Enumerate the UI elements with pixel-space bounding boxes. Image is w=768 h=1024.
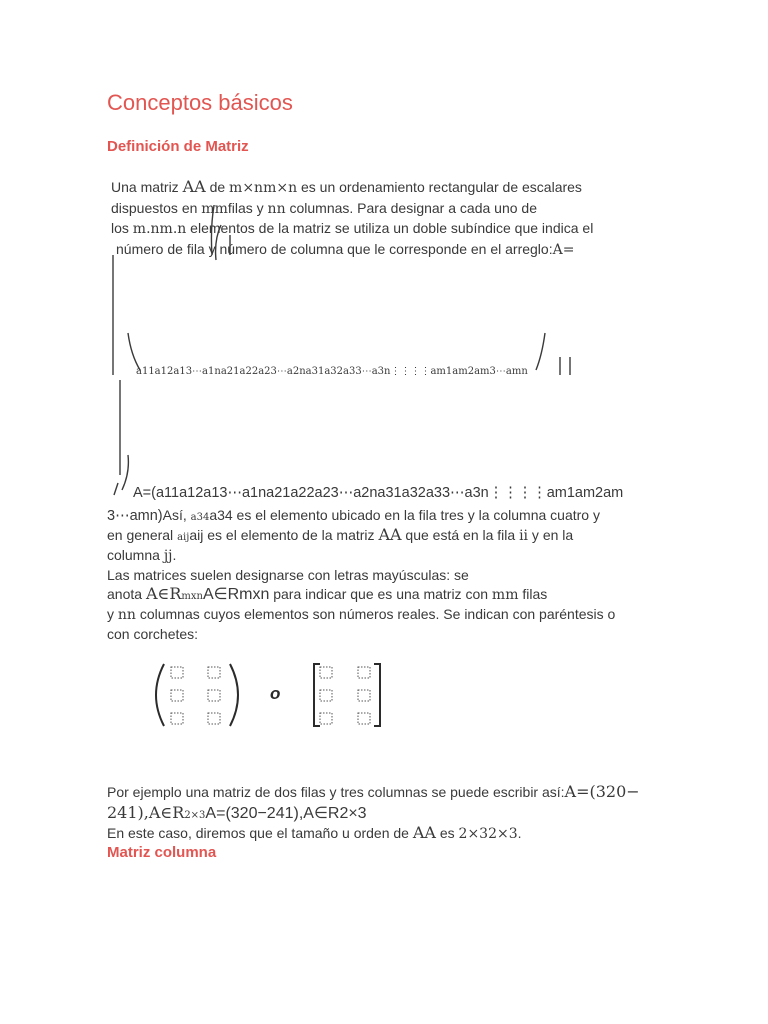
- page-title: Conceptos básicos: [107, 90, 293, 115]
- matrix-expansion-large-line1: A=(a11a12a13⋯a1na21a22a23⋯a2na31a32a33⋯a3n⋮⋮⋮⋮am1am2am: [133, 485, 624, 501]
- para3-line3: y nn columnas cuyos elementos son números reales. Se indican con paréntesis o: [107, 606, 616, 623]
- para3-line2: anota A∈RmxnA∈Rmxn para indicar que es una matriz con mm filas: [107, 584, 548, 603]
- para1-line4: número de fila y número de columna que le corresponde en el arreglo:A=: [116, 241, 575, 258]
- section-heading-definicion: Definición de Matriz: [107, 138, 249, 155]
- para2-line2: en general aijaij es el elemento de la matriz AA que está en la fila ii y en la: [107, 525, 574, 544]
- para1-line1: Una matriz AA de m×nm×n es un ordenamiento rectangular de escalares: [111, 177, 582, 196]
- parenthesis-matrix-placeholders: [171, 667, 220, 724]
- para3-line4: con corchetes:: [107, 626, 199, 642]
- para1-line2: dispuestos en mmfilas y nn columnas. Para designar a cada uno de: [111, 200, 537, 217]
- para4-line3: En este caso, diremos que el tamaño u orden de AA es 2×32×3.: [107, 823, 522, 842]
- parenthesis-matrix: [156, 664, 238, 726]
- figure-separator: o: [270, 684, 281, 703]
- para2-line3: columna jj.: [107, 547, 177, 564]
- section-heading-matriz-columna: Matriz columna: [107, 844, 217, 861]
- bracket-matrix-placeholders: [320, 667, 370, 724]
- broken-math-brackets: [108, 205, 588, 505]
- para1-line3: los m.nm.n elementos de la matriz se utiliza un doble subíndice que indica el: [111, 220, 594, 237]
- matrix-expansion-small: a11a12a13⋯a1na21a22a23⋯a2na31a32a33⋯a3n⋮⋮⋮⋮am1am2am3⋯amn: [136, 366, 528, 377]
- para4-line2: 241),A∈R2×3A=(320−241),A∈R2×3: [107, 803, 367, 822]
- para4-line1: Por ejemplo una matriz de dos filas y tres columnas se puede escribir así:A=(320−: [107, 782, 640, 801]
- para3-line1: Las matrices suelen designarse con letras mayúsculas: se: [107, 567, 469, 583]
- para2-line1: 3⋯amn)Así, a34a34 es el elemento ubicado en la fila tres y la columna cuatro y: [107, 507, 600, 524]
